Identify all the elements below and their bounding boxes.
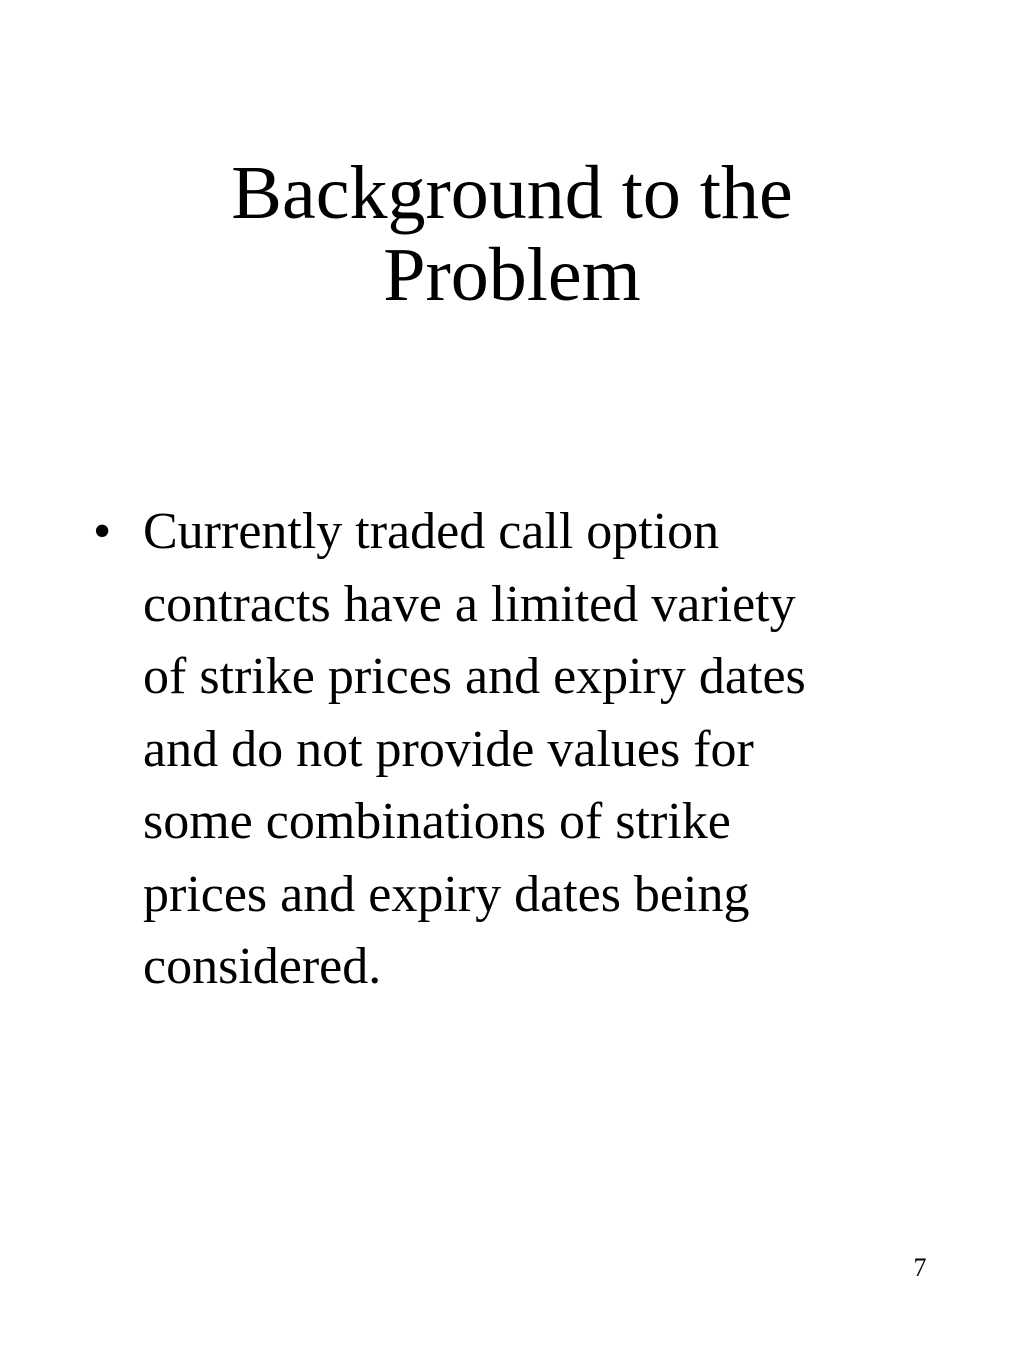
page-number: 7 — [913, 1253, 927, 1282]
bullet-marker: • — [93, 503, 112, 560]
bullet-text-line: Currently traded call option — [143, 503, 720, 560]
bullet-text-line: prices and expiry dates being — [143, 865, 750, 923]
bullet-text-line: of strike prices and expiry dates — [143, 648, 806, 705]
bullet-text-line: considered. — [143, 938, 382, 995]
slide-title-line: Problem — [383, 233, 641, 317]
bullet-text — [143, 496, 943, 1004]
bullet-text-line: contracts have a limited variety — [143, 575, 796, 633]
slide-title-line: Background to the — [231, 151, 793, 235]
bullet-text-line: and do not provide values for — [143, 720, 754, 778]
slide-title — [0, 152, 1024, 316]
bullet-list — [0, 496, 1024, 1004]
bullet-text-line: some combinations of strike — [143, 793, 731, 850]
bullet-item — [0, 496, 943, 1004]
